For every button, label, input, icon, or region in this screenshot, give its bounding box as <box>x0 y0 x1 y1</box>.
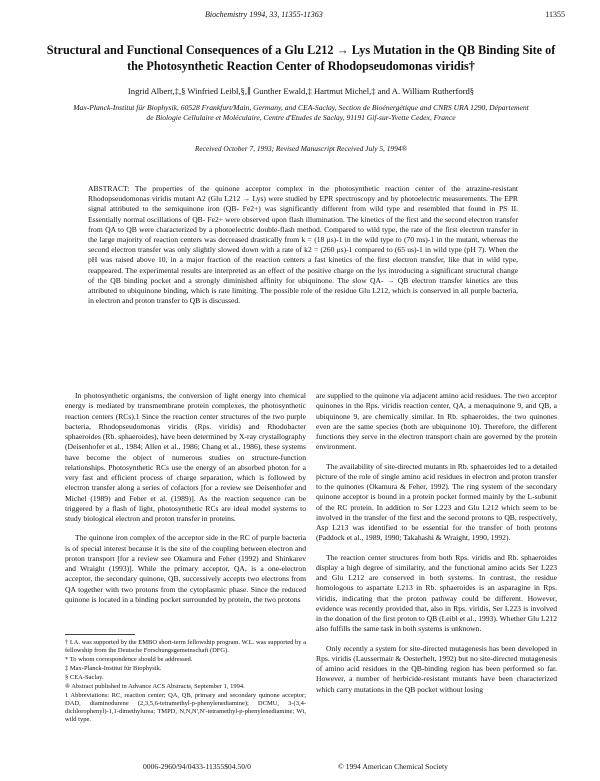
journal-citation: Biochemistry 1994, 33, 11355-11363 <box>205 10 323 19</box>
body-paragraph: The availability of site-directed mutants in Rb. sphaeroides led to a detailed picture of the role of single amino acid residues in electron and proton transfer to the quinones (Okamura & Feher, 1992). The ring system of the secondary quinone acceptor is bound in a protein pocket formed mainly by the L-subunit of the RC protein. In addition to Ser L223 and Glu L212 which seem to be involved in the transfer of the first and the second protons to QB, respectively, Asp L213 was identified to be essential for the transfer of both protons (Paddock et al., 1989, 1990; Takahashi & Wraight, 1990, 1992). <box>316 461 557 543</box>
abstract: ABSTRACT: The properties of the quinone acceptor complex in the photosynthetic reaction center of the atrazine-resistant Rhodopseudomonas viridis mutant A2 (Glu L212 → Lys) were studied by EPR spectroscopy and by photoelectric measurements. The EPR signal attributed to the semiquinone iron (QB- Fe2+) was significantly different from wild type and resembled that found in PS II. Essentially normal oscillations of QB- Fe2+ were observed upon flash illumination. The kinetics of the first and the second electron transfer from QA to QB were characterized by a photoelectric double-flash method. Compared to wild type, the rate of the first electron transfer in the large majority of reaction centers was decreased drastically from k = (18 μs)-1 in the wild type to (70 ms)-1 in the mutant, whereas the second electron transfer was only slightly slowed down with a rate of k2 = (260 μs)-1 compared to (65 us)-1 in wild type (pH 7). When the pH was raised above 10, in a major fraction of the reaction centers a fast kinetics of the first electron transfer, like that in wild type, reappeared. The experimental results are interpreted as an effect of the positive charge on the lys introducing a significant structural change of the QB binding pocket and a strongly diminished affinity for ubiquinone. The slow QA- → QB electron transfer kinetics are thus attributed to ubiquinone binding, which is rate limiting. The possible role of the residue Glu L212, which is conserved in all purple bacteria, in electron and proton transfer to QB is discussed. <box>88 184 518 306</box>
affiliation: Max-Planck-Institut für Biophysik, 60528 Frankfurt/Main, Germany, and CEA-Saclay, Section de Bioénergétique and CNRS URA 1290, Département de Biologie Cellulaire et Moléculaire, Centre d'Etudes de Saclay, 91191 Gif-sur-Yvette Cedex, France <box>73 103 529 122</box>
copyright-notice: © 1994 American Chemical Society <box>338 762 448 771</box>
body-paragraph: In photosynthetic organisms, the conversion of light energy into chemical energy is mediated by transmembrane protein complexes, the photosynthetic reaction centers (RCs).1 Since the reaction center structures of the two purple bacteria, Rhodopseudomonas viridis (Rps. viridis) and Rhodobacter sphaeroides (Rb. sphaeroides), have been determined by X-ray crystallography (Deisenhofer et al., 1984; Allen et al., 1986; Chang et al., 1986), these systems have become the object of numerous studies on structure-function relationships. Photosynthetic RCs use the energy of an absorbed photon for a very fast and efficient process of charge separation, which is followed by electron transfer along a series of cofactors [for a review see Deisenhofer and Michel (1989) and Feher et al. (1989)]. As the reaction sequence can be triggered by a flash of light, photosynthetic RCs are ideal model systems to study biological electron and proton transfer in proteins. <box>65 391 306 523</box>
right-column <box>316 391 557 704</box>
received-dates: Received October 7, 1993; Revised Manuscript Received July 5, 1994® <box>194 144 408 153</box>
left-column <box>65 391 306 614</box>
footnotes <box>65 639 306 725</box>
footnote: * To whom correspondence should be addressed. <box>65 656 193 663</box>
body-paragraph: The quinone iron complex of the acceptor side in the RC of purple bacteria is of special interest because it is the site of the coupling between electron and proton transport [for a review see Okamura and Feher (1992) and Shinkarev and Wraight (1993)]. While the primary acceptor, QA, is a one-electron acceptor, the secondary quinone, QB, successively accepts two electrons from QA together with two protons from the cytoplasmic phase. Since the reduced quinone is located in a binding pocket surrounded by protein, the two protons <box>65 533 306 604</box>
article-title: Structural and Functional Consequences of a Glu L212 → Lys Mutation in the QB Binding Site of the Photosynthetic Reaction Center of Rhodopseudomonas viridis† <box>46 43 556 73</box>
footnote: 1 Abbreviations: RC, reaction center; QA, QB, primary and secondary quinone acceptor; DAD, diaminodurene (2,3,5,6-tetramethyl-p-phenylenediamine); DCMU, 3-(3,4-dichlorophenyl)-1,1-dimethylurea; TMPD, N,N,N',N'-tetramethyl-p-phenylenediamine; Wt, wild type. <box>65 692 306 723</box>
author-list: Ingrid Albert,‡,§ Winfried Leibl,§,∥ Gunther Ewald,‡ Hartmut Michel,‡ and A. William Rutherford§ <box>127 86 475 96</box>
footnote: ‡ Max-Planck-Institut für Biophysik. <box>65 665 162 672</box>
page-number: 11355 <box>545 10 565 19</box>
body-paragraph: are supplied to the quinone via adjacent amino acid residues. The two acceptor quinones in the Rps. viridis reaction center, QA, a menaquinone 9, and QB, a ubiquinone 9, are chemically similar. In Rb. sphaeroides, the two quinones even are the same species (both are ubiquinone 10). Therefore, the different functions they serve in the electron transport chain are governed by the protein environment. <box>316 391 557 452</box>
footnote: † I.A. was supported by the EMBO short-term fellowship program. W.L. was supported by a fellowship from the Deutsche Forschungsgemeinschaft (DFG). <box>65 639 307 654</box>
footnote: § CEA-Saclay. <box>65 674 104 681</box>
footnote-divider <box>65 634 135 635</box>
body-paragraph: The reaction center structures from both Rps. viridis and Rb. sphaeroides display a high degree of similarity, and the functional amino acids Ser L223 and Glu L212 are conserved in both systems. In contrast, the residue homologous to aspartate L213 in Rb. sphaeroides is an asparagine in Rps. viridis, indicating that the proton pathway could be different. However, evidence was recently provided that, also in Rps. viridis, Ser L223 is involved in the donation of the first proton to QB (Leibl et al., 1993). Whether Glu L212 also fulfills the same task in both systems is unknown. <box>316 552 557 634</box>
footnote: ® Abstract published in Advance ACS Abstracts, September 1, 1994. <box>65 683 245 690</box>
issn-code: 0006-2960/94/0433-11355$04.50/0 <box>143 762 251 771</box>
body-paragraph: Only recently a system for site-directed mutagenesis has been developed in Rps. viridis (Laussermair & Oesterhelt, 1992) but no site-directed mutagenesis of amino acid residues in the QB-binding region has been performed so far. However, a number of herbicide-resistant mutants have been characterized which carry mutations in the QB pocket without losing <box>316 643 557 694</box>
